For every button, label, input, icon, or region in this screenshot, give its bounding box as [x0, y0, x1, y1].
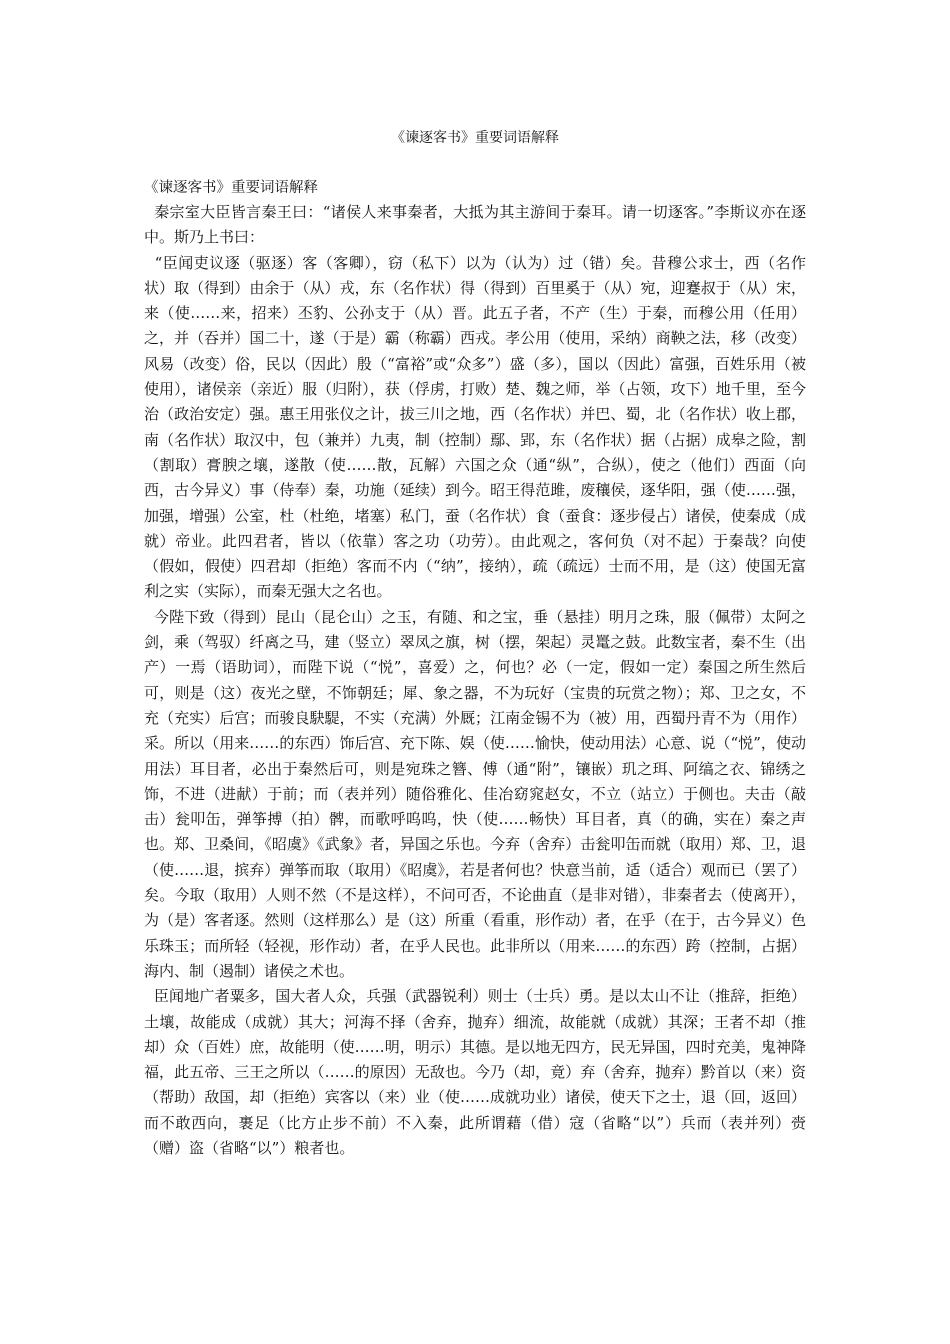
- document-subtitle: 《谏逐客书》重要词语解释: [144, 180, 318, 196]
- paragraph-intro: 秦宗室大臣皆言秦王曰：“诸侯人来事秦者，大抵为其主游间于秦耳。请一切逐客。”李斯议亦在逐中。斯乃上书曰：: [144, 203, 806, 247]
- page-title: 《谏逐客书》重要词语解释: [391, 130, 559, 146]
- paragraph-history: “臣闻吏议逐（驱逐）客（客卿），窃（私下）以为（认为）过（错）矣。昔穆公求士，西（名作状）取（得到）由余于（从）戎，东（名作状）得（得到）百里奚于（从）宛，迎蹇叔于（从）宋，来（使……来，招来）丕豹、公孙支于（从）晋。此五子者，不产（生）于秦，而穆公用（任用）之，并（吞并）国二十，遂（于是）霸（称霸）西戎。孝公用（使用，采纳）商鞅之法，移（改变）风易（改变）俗，民以（因此）殷（“富裕”或“众多”）盛（多），国以（因此）富强，百姓乐用（被使用），诸侯亲（亲近）服（归附），获（俘虏，打败）楚、魏之师，举（占领，攻下）地千里，至今治（政治安定）强。惠王用张仪之计，拔三川之地，西（名作状）并巴、蜀，北（名作状）收上郡，南（名作状）取汉中，包（兼并）九夷，制（控制）鄢、郢，东（名作状）据（占据）成皋之险，割（割取）膏腴之壤，遂散（使……散，瓦解）六国之众（通“纵”，合纵），使之（他们）西面（向西，古今异义）事（侍奉）秦，功施（延续）到今。昭王得范雎，废穰侯，逐华阳，强（使……强，加强，增强）公室，杜（杜绝，堵塞）私门，蚕（名作状）食（蚕食：逐步侵占）诸侯，使秦成（成就）帝业。此四君者，皆以（依靠）客之功（功劳）。由此观之，客何负（对不起）于秦哉？向使（假如，假使）四君却（拒绝）客而不内（“纳”，接纳），疏（疏远）士而不用，是（这）使国无富利之实（实际），而秦无强大之名也。: [144, 253, 806, 601]
- document-body: [144, 176, 806, 1161]
- paragraph-conclusion: 臣闻地广者粟多，国大者人众，兵强（武器锐利）则士（士兵）勇。是以太山不让（推辞，拒绝）土壤，故能成（成就）其大；河海不择（舍弃，抛弃）细流，故能就（成就）其深；王者不却（推却）众（百姓）庶，故能明（使……明，明示）其德。是以地无四方，民无异国，四时充美，鬼神降福，此五帝、三王之所以（……的原因）无敌也。今乃（却，竟）弃（舍弃，抛弃）黔首以（来）资（帮助）敌国，却（拒绝）宾客以（来）业（使……成就功业）诸侯，使天下之士，退（回，返回）而不敢西向，裹足（比方止步不前）不入秦，此所谓藉（借）寇（省略“以”）兵而（表并列）赍（赠）盗（省略“以”）粮者也。: [144, 987, 806, 1157]
- paragraph-treasures: 今陛下致（得到）昆山（昆仑山）之玉，有随、和之宝，垂（悬挂）明月之珠，服（佩带）太阿之剑，乘（驾驭）纤离之马，建（竖立）翠凤之旗，树（摆，架起）灵鼍之鼓。此数宝者，秦不生（出产）一焉（语助词），而陛下说（“悦”，喜爱）之，何也？必（一定，假如一定）秦国之所生然后可，则是（这）夜光之壁，不饰朝廷；犀、象之器，不为玩好（宝贵的玩赏之物）；郑、卫之女，不充（充实）后宫；而骏良駃騠，不实（充满）外厩；江南金锡不为（被）用，西蜀丹青不为（用作）采。所以（用来……的东西）饰后宫、充下陈、娱（使……愉快，使动用法）心意、说（“悦”，使动用法）耳目者，必出于秦然后可，则是宛珠之簪、傅（通“附”，镶嵌）玑之珥、阿缟之衣、锦绣之饰，不进（进献）于前；而（表并列）随俗雅化、佳冶窈窕赵女，不立（站立）于侧也。夫击（敲击）瓮叩缶，弹筝搏（拍）髀，而歌呼呜呜，快（使……畅快）耳目者，真（的确，实在）秦之声也。郑、卫桑间，《昭虞》《武象》者，异国之乐也。今弃（舍弃）击瓮叩缶而就（取用）郑、卫，退（使……退，摈弃）弹筝而取（取用）《昭虞》，若是者何也？快意当前，适（适合）观而已（罢了）矣。今取（取用）人则不然（不是这样），不问可否，不论曲直（是非对错），非秦者去（使离开），为（是）客者逐。然则（这样那么）是（这）所重（看重，形作动）者，在乎（在于，古今异义）色乐珠玉；而所轻（轻视，形作动）者，在乎人民也。此非所以（用来……的东西）跨（控制，占据）海内、制（遏制）诸侯之术也。: [144, 607, 806, 980]
